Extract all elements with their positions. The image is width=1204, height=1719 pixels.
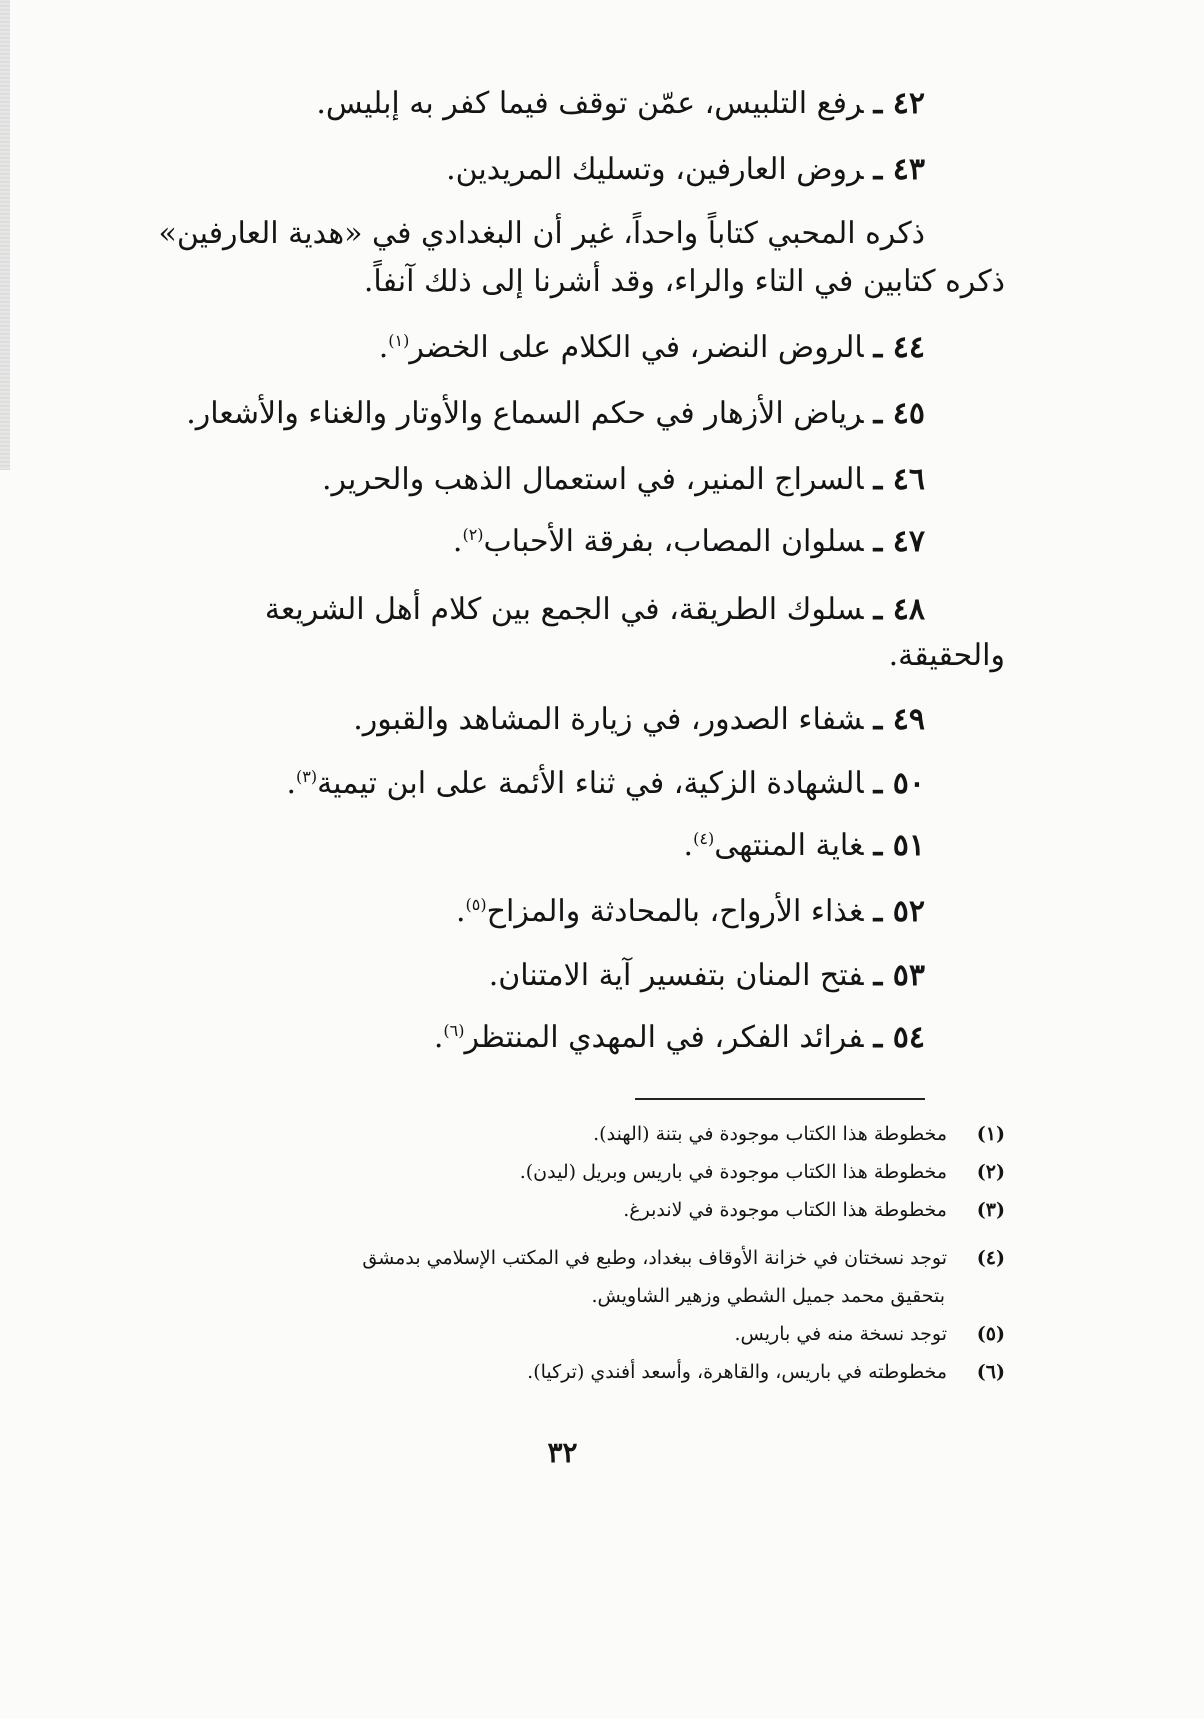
footnote-4 <box>120 1243 1005 1273</box>
footnote-text: مخطوطة هذا الكتاب موجودة في بتنة (الهند). <box>593 1123 947 1145</box>
entry-text: سلوان المصاب، بفرقة الأحباب <box>483 524 864 559</box>
entry-42 <box>120 84 925 124</box>
entry-text: الشهادة الزكية، في ثناء الأئمة على ابن تيمية <box>317 766 864 801</box>
entry-number: ٥٤ ـ <box>873 1020 925 1055</box>
entry-end: . <box>286 766 296 801</box>
entry-45 <box>120 394 925 434</box>
paragraph-line-1: ذكره المحبي كتاباً واحداً، غير أن البغدادي في «هدية العارفين» <box>158 216 925 251</box>
page-number: ٣٢ <box>547 1436 578 1469</box>
entry-end: . <box>683 828 694 863</box>
entry-number: ٥٠ ـ <box>873 766 925 801</box>
footnote-4-continuation: بتحقيق محمد جميل الشطي وزهير الشاويش. <box>591 1285 945 1307</box>
entry-number: ٥٢ ـ <box>873 894 925 929</box>
footnote-number: (١) <box>976 1123 1005 1145</box>
entry-end: . <box>433 1020 444 1055</box>
entry-49 <box>120 700 925 740</box>
scan-edge-shadow <box>0 0 10 470</box>
entry-number: ٤٩ ـ <box>873 702 925 737</box>
footnote-3 <box>120 1195 1005 1225</box>
footnote-text: توجد نسختان في خزانة الأوقاف ببغداد، وطبع في المكتب الإسلامي بدمشق <box>362 1247 947 1269</box>
entry-text: غذاء الأرواح، بالمحادثة والمزاح <box>486 894 864 929</box>
entry-text: الروض النضر، في الكلام على الخضر <box>409 330 864 365</box>
entry-47 <box>120 522 925 562</box>
entry-number: ٥١ ـ <box>873 828 925 863</box>
entry-46 <box>120 460 925 500</box>
footnote-separator <box>635 1098 925 1100</box>
entry-number: ٥٣ ـ <box>873 958 925 993</box>
footnote-ref: (٣) <box>296 767 318 786</box>
entry-text: فتح المنان بتفسير آية الامتنان. <box>488 958 864 993</box>
paragraph-line-2: ذكره كتابين في التاء والراء، وقد أشرنا إلى ذلك آنفاً. <box>363 264 1005 299</box>
footnote-text: مخطوطته في باريس، والقاهرة، وأسعد أفندي (تركيا). <box>527 1361 947 1383</box>
footnote-5 <box>120 1319 1005 1349</box>
footnote-ref: (٤) <box>693 829 715 848</box>
footnote-text: مخطوطة هذا الكتاب موجودة في باريس وبريل (ليدن). <box>519 1161 947 1183</box>
footnote-6 <box>120 1357 1005 1387</box>
entry-text: غاية المنتهى <box>714 828 864 863</box>
footnote-number: (٤) <box>976 1247 1005 1269</box>
entry-end: . <box>452 524 463 559</box>
entry-number: ٤٣ ـ <box>873 152 925 187</box>
entry-52 <box>120 892 925 932</box>
entry-48 <box>120 590 925 630</box>
entry-number: ٤٨ ـ <box>873 592 925 627</box>
footnote-number: (٢) <box>976 1161 1005 1183</box>
entry-number: ٤٦ ـ <box>873 462 925 497</box>
entry-end: . <box>455 894 466 929</box>
footnote-ref: (١) <box>388 331 410 350</box>
entry-end: . <box>378 330 389 365</box>
footnote-number: (٥) <box>976 1323 1005 1345</box>
entry-54 <box>120 1018 925 1058</box>
entry-number: ٤٤ ـ <box>873 330 925 365</box>
entry-text: فرائد الفكر، في المهدي المنتظر <box>464 1020 864 1055</box>
footnote-text: مخطوطة هذا الكتاب موجودة في لاندبرغ. <box>623 1199 947 1221</box>
entry-text: روض العارفين، وتسليك المريدين. <box>446 152 864 187</box>
footnote-ref: (٥) <box>465 895 487 914</box>
footnote-ref: (٦) <box>443 1021 465 1040</box>
entry-50 <box>120 764 925 804</box>
footnote-2 <box>120 1157 1005 1187</box>
entry-53 <box>120 956 925 996</box>
entry-text: رفع التلبيس، عمّن توقف فيما كفر به إبليس. <box>316 86 864 121</box>
entry-44 <box>120 328 925 368</box>
entry-text: سلوك الطريقة، في الجمع بين كلام أهل الشريعة <box>264 592 864 627</box>
footnote-1 <box>120 1119 1005 1149</box>
entry-text: رياض الأزهار في حكم السماع والأوتار والغناء والأشعار. <box>186 396 864 431</box>
entry-text: شفاء الصدور، في زيارة المشاهد والقبور. <box>353 702 864 737</box>
entry-51 <box>120 826 925 866</box>
footnote-ref: (٢) <box>462 525 484 544</box>
book-page <box>120 0 1005 1719</box>
entry-number: ٤٢ ـ <box>873 86 925 121</box>
entry-number: ٤٧ ـ <box>873 524 925 559</box>
entry-43 <box>120 150 925 190</box>
entry-number: ٤٥ ـ <box>873 396 925 431</box>
footnote-number: (٦) <box>976 1361 1005 1383</box>
footnote-text: توجد نسخة منه في باريس. <box>734 1323 947 1345</box>
entry-text: السراج المنير، في استعمال الذهب والحرير. <box>321 462 864 497</box>
entry-48-continuation: والحقيقة. <box>888 638 1005 673</box>
footnote-number: (٣) <box>976 1199 1005 1221</box>
